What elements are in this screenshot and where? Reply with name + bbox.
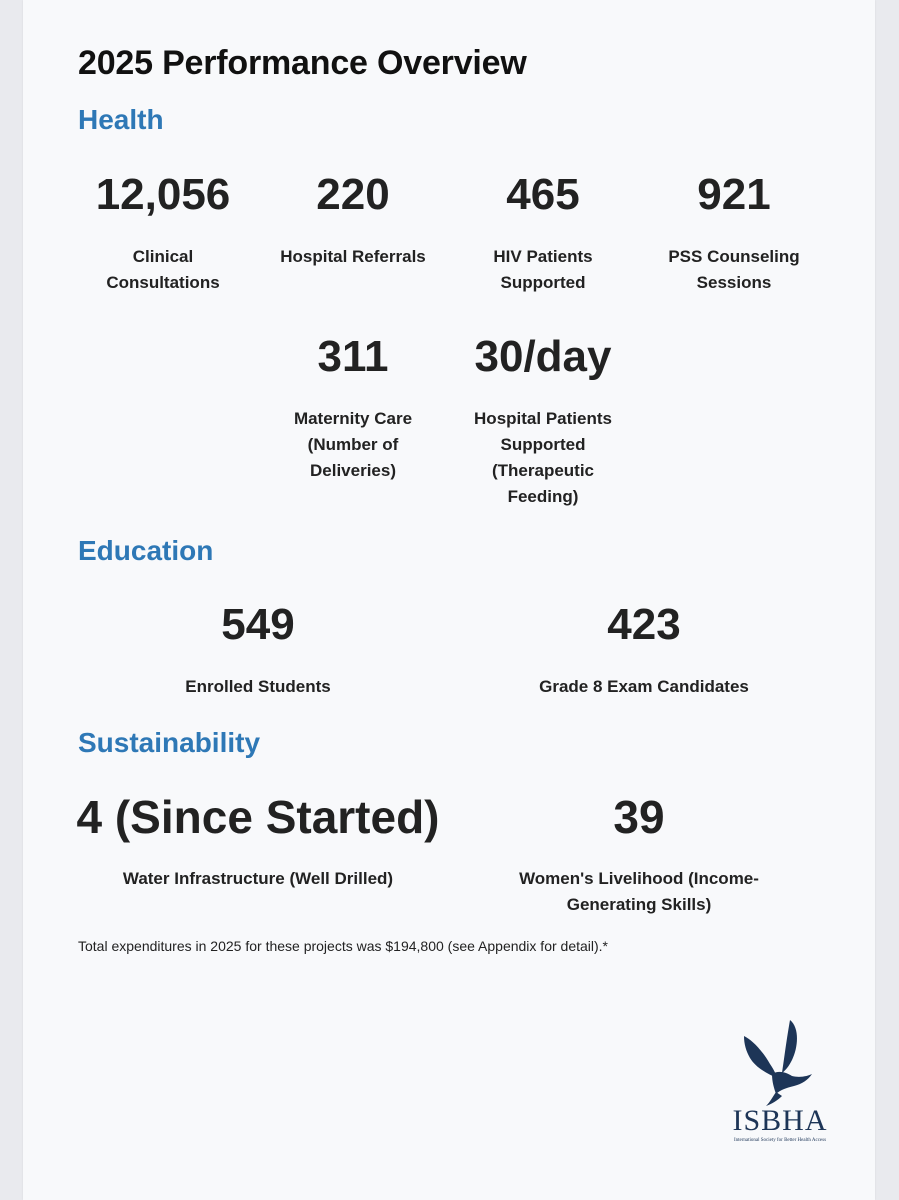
section-heading-health: Health <box>78 104 164 135</box>
stat-value: 30/day <box>474 332 612 381</box>
stat-label: Water Infrastructure (Well Drilled) <box>122 869 394 888</box>
stat-grade8-candidates <box>519 600 769 700</box>
stat-label: Enrolled Students <box>185 677 331 696</box>
stat-label: HIV Patients Supported <box>493 247 593 292</box>
document-page <box>23 0 875 1200</box>
stat-value: 12,056 <box>95 170 231 219</box>
stat-value: 4 (Since Started) <box>76 791 440 843</box>
stat-value: 549 <box>221 600 295 649</box>
stat-enrolled-students <box>148 600 368 700</box>
stat-value: 311 <box>317 332 389 381</box>
stat-therapeutic-feeding <box>433 332 653 510</box>
stat-label: Hospital Patients Supported (Therapeutic Feeding) <box>474 409 612 506</box>
stat-value: 423 <box>607 600 681 649</box>
isbha-logo <box>720 1018 840 1148</box>
stat-womens-livelihood <box>484 792 794 918</box>
section-heading-sustainability: Sustainability <box>78 727 261 758</box>
dove-icon <box>720 1018 840 1108</box>
stat-label: Women's Livelihood (Income-Generating Skills) <box>519 869 759 914</box>
stat-water-infrastructure <box>63 792 453 892</box>
section-heading-education: Education <box>78 535 214 566</box>
stat-pss-counseling <box>624 170 844 296</box>
stat-label: PSS Counseling Sessions <box>668 247 800 292</box>
logo-tagline: International Society for Better Health Access <box>733 1138 827 1143</box>
stat-label: Maternity Care (Number of Deliveries) <box>293 409 413 480</box>
stat-value: 921 <box>697 170 771 219</box>
stat-clinical-consultations <box>53 170 273 296</box>
stat-label: Grade 8 Exam Candidates <box>539 677 749 696</box>
logo-name: ISBHA <box>732 1104 828 1137</box>
stat-hospital-referrals <box>243 170 463 270</box>
stat-value: 465 <box>506 170 580 219</box>
stat-label: Hospital Referrals <box>280 247 426 266</box>
stat-value: 220 <box>316 170 390 219</box>
stat-label: Clinical Consultations <box>106 247 220 292</box>
stat-hiv-patients <box>433 170 653 296</box>
stat-value: 39 <box>613 791 665 843</box>
footnote: Total expenditures in 2025 for these projects was $194,800 (see Appendix for detail).* <box>78 938 608 954</box>
page-title: 2025 Performance Overview <box>78 44 527 82</box>
stat-maternity-care <box>243 332 463 484</box>
